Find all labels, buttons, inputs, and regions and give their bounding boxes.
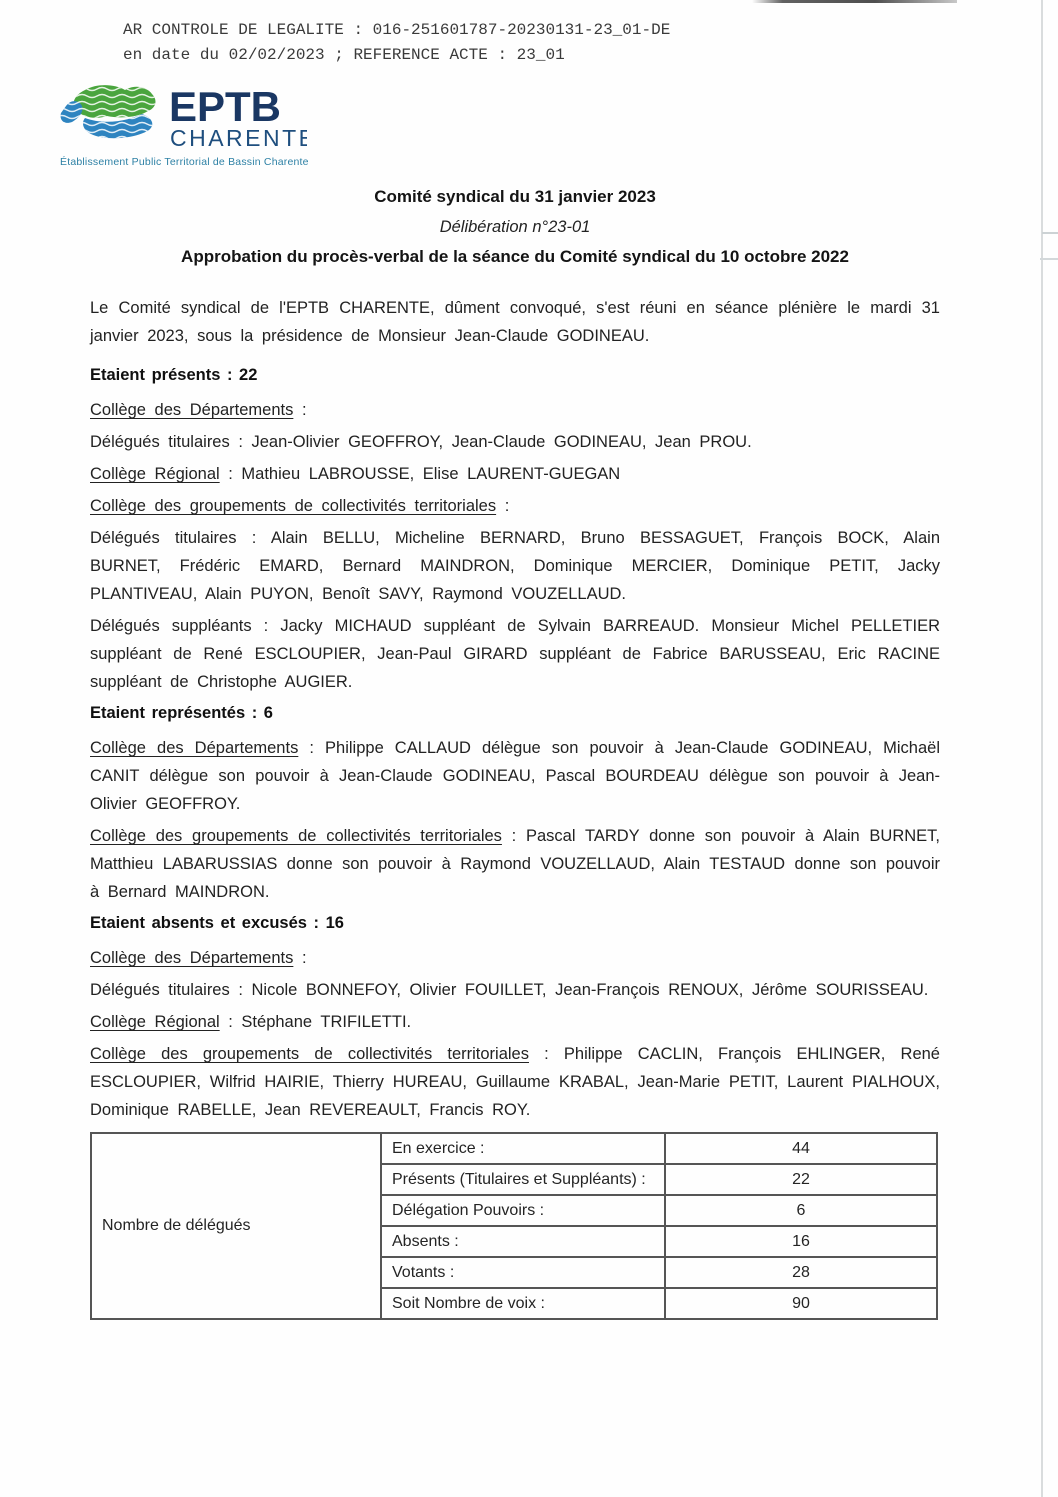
table-cell-value: 44 <box>665 1133 937 1164</box>
ar-header-line1: AR CONTROLE DE LEGALITE : 016-251601787-20230131-23_01-DE <box>123 21 671 39</box>
paragraph-text: : <box>293 949 307 967</box>
paragraph-text: : Mathieu LABROUSSE, Elise LAURENT-GUEGAN <box>219 465 621 483</box>
table-cell-value: 28 <box>665 1257 937 1288</box>
table-cell-value: 22 <box>665 1164 937 1195</box>
paragraph-text: Délégués titulaires : Nicole BONNEFOY, Olivier FOUILLET, Jean-François RENOUX, Jérôme SOURISSEAU. <box>90 981 929 999</box>
document-body <box>90 186 940 1320</box>
scan-artifact-tick <box>1040 258 1058 260</box>
paragraph <box>90 1008 940 1036</box>
paragraph-text: : Philippe CALLAUD délègue son pouvoir à Jean-Claude GODINEAU, Michaël CANIT délègue son pouvoir à Jean-Claude GODINEAU, Pascal BOURDEAU délègue son pouvoir à Jean-Olivier GEOFFROY. <box>90 739 940 813</box>
table-cell-label: Votants : <box>381 1257 665 1288</box>
paragraph <box>90 460 940 488</box>
ar-legality-header <box>123 18 670 68</box>
represented-heading: Etaient représentés : 6 <box>90 704 273 722</box>
paragraph-text: : Pascal TARDY donne son pouvoir à Alain BURNET, Matthieu LABARUSSIAS donne son pouvoir à Raymond VOUZELLAUD, Alain TESTAUD donne son pouvoir à Bernard MAINDRON. <box>90 827 940 901</box>
deliberation-subject: Approbation du procès-verbal de la séance du Comité syndical du 10 octobre 2022 <box>181 247 849 266</box>
paragraph-text: Délégués suppléants : Jacky MICHAUD suppléant de Sylvain BARREAUD. Monsieur Michel PELLETIER suppléant de René ESCLOUPIER, Jean-Paul GIRARD suppléant de Fabrice BARUSSEAU, Eric RACINE suppléant de Christophe AUGIER. <box>90 617 940 691</box>
paragraph <box>90 492 940 520</box>
table-cell-label: Délégation Pouvoirs : <box>381 1195 665 1226</box>
meeting-title: Comité syndical du 31 janvier 2023 <box>374 187 656 206</box>
deliberation-number: Délibération n°23-01 <box>439 218 591 236</box>
eptb-logo-graphic <box>57 82 307 156</box>
paragraph-text: : <box>293 401 307 419</box>
college-lead: Collège des Départements <box>90 949 294 967</box>
table-cell-label: Absents : <box>381 1226 665 1257</box>
college-lead: Collège des groupements de collectivités territoriales <box>90 497 497 515</box>
paragraph-text: : <box>496 497 510 515</box>
table-cell-value: 90 <box>665 1288 937 1319</box>
delegates-count-table <box>90 1132 938 1320</box>
present-heading: Etaient présents : 22 <box>90 366 258 384</box>
logo-tagline: Établissement Public Territorial de Bassin Charente <box>60 156 309 168</box>
paragraph <box>90 822 940 906</box>
college-lead: Collège Régional <box>90 1013 220 1031</box>
paragraph-text: Délégués titulaires : Jean-Olivier GEOFFROY, Jean-Claude GODINEAU, Jean PROU. <box>90 433 752 451</box>
ar-header-line2: en date du 02/02/2023 ; REFERENCE ACTE : 23_01 <box>123 46 565 64</box>
table-cell-label: Présents (Titulaires et Suppléants) : <box>381 1164 665 1195</box>
paragraph <box>90 612 940 696</box>
paragraph <box>90 396 940 424</box>
table-cell-value: 6 <box>665 1195 937 1226</box>
paragraph <box>90 976 940 1004</box>
table-cell-value: 16 <box>665 1226 937 1257</box>
college-lead: Collège des Départements <box>90 739 299 757</box>
college-lead: Collège des groupements de collectivités territoriales <box>90 827 502 845</box>
logo-name-text: CHARENTE <box>170 125 307 151</box>
table-cell-label: Soit Nombre de voix : <box>381 1288 665 1319</box>
paragraph-text: : Philippe CACLIN, François EHLINGER, René ESCLOUPIER, Wilfrid HAIRIE, Thierry HUREAU, Guillaume KRABAL, Jean-Marie PETIT, Laurent PIALHOUX, Dominique RABELLE, Jean REVEREAULT, Francis ROY. <box>90 1045 940 1119</box>
paragraph-text: : Stéphane TRIFILETTI. <box>219 1013 412 1031</box>
scan-artifact-tick <box>1042 232 1058 234</box>
paragraph <box>90 428 940 456</box>
intro-paragraph: Le Comité syndical de l'EPTB CHARENTE, dûment convoqué, s'est réuni en séance plénière le mardi 31 janvier 2023, sous la présidence de Monsieur Jean-Claude GODINEAU. <box>90 299 940 345</box>
logo-acronym-text: EPTB <box>169 83 282 130</box>
paragraph-text: Délégués titulaires : Alain BELLU, Micheline BERNARD, Bruno BESSAGUET, François BOCK, Alain BURNET, Frédéric EMARD, Bernard MAINDRON, Dominique MERCIER, Dominique PETIT, Jacky PLANTIVEAU, Alain PUYON, Benoît SAVY, Raymond VOUZELLAUD. <box>90 529 940 603</box>
paragraph <box>90 734 940 818</box>
absent-heading: Etaient absents et excusés : 16 <box>90 914 344 932</box>
college-lead: Collège des Départements <box>90 401 294 419</box>
scan-artifact-top-line <box>752 0 957 3</box>
table-row-header: Nombre de délégués <box>91 1133 381 1319</box>
eptb-charente-logo <box>57 82 307 161</box>
paragraph <box>90 524 940 608</box>
college-lead: Collège Régional <box>90 465 220 483</box>
college-lead: Collège des groupements de collectivités territoriales <box>90 1045 529 1063</box>
table-cell-label: En exercice : <box>381 1133 665 1164</box>
paragraph <box>90 944 940 972</box>
paragraph <box>90 1040 940 1124</box>
scan-artifact-right-line <box>1041 0 1043 1497</box>
table-row <box>91 1133 937 1164</box>
